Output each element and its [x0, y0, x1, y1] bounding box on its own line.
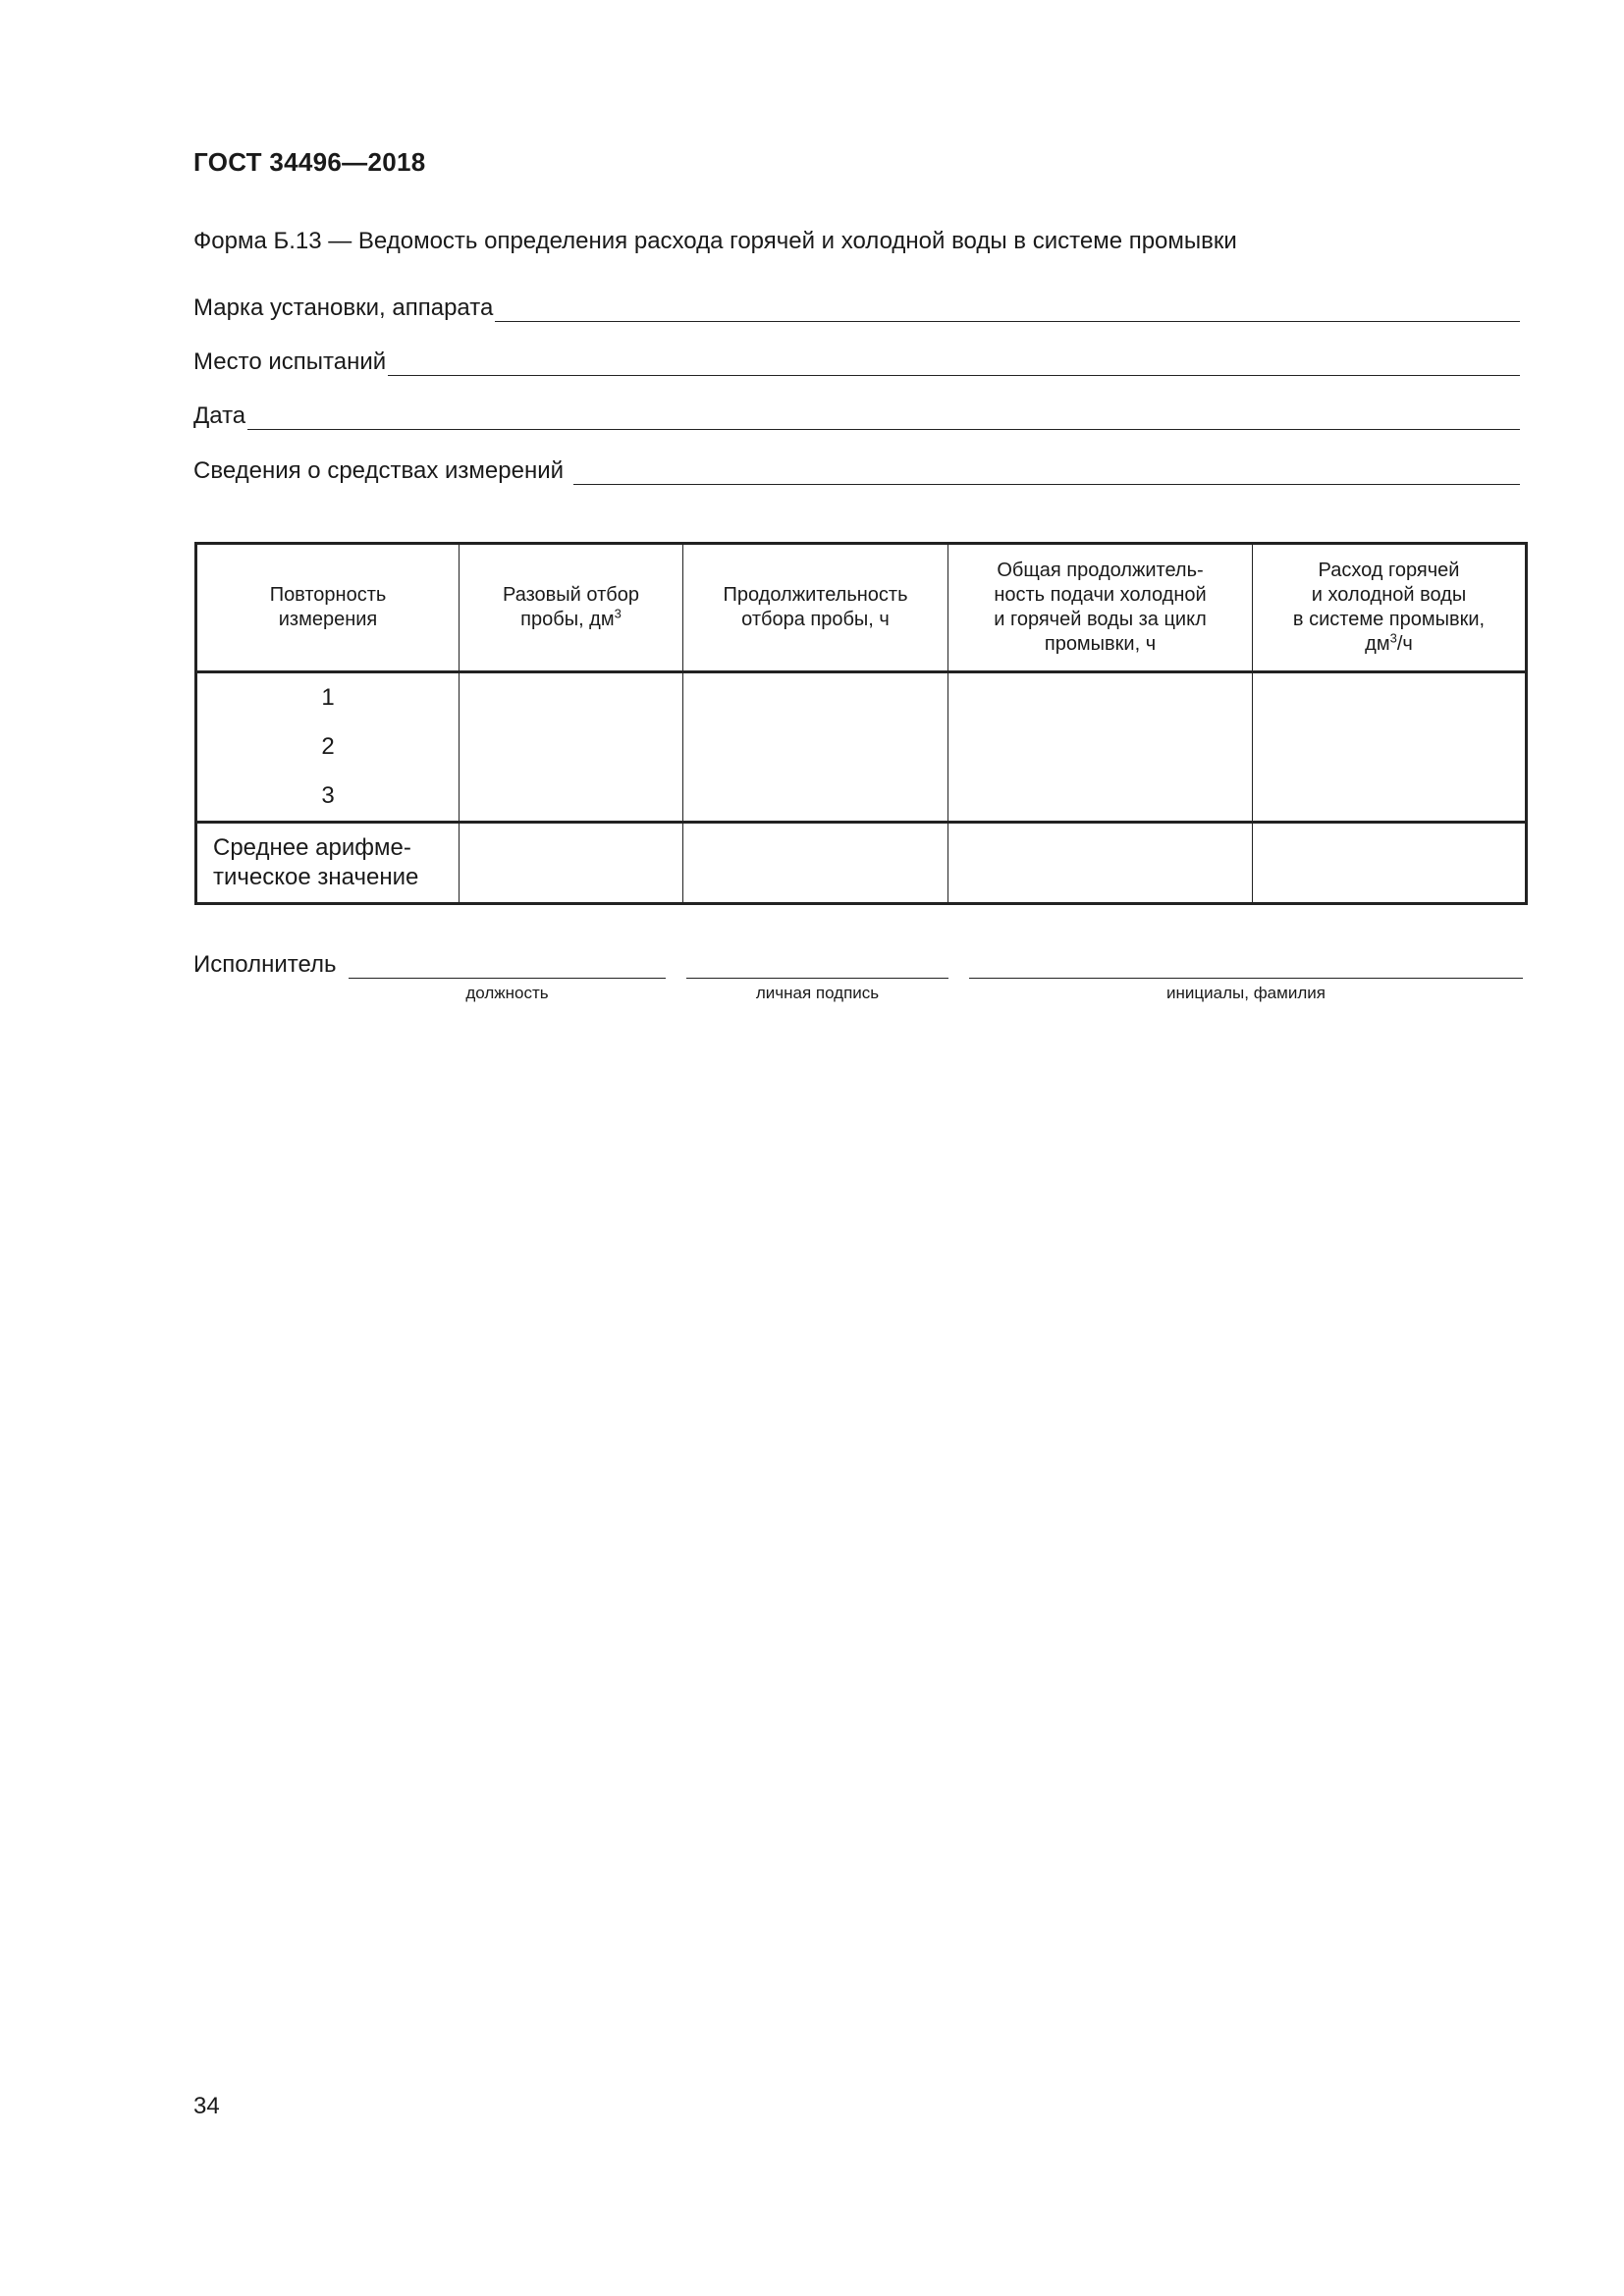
page-number: 34: [193, 2093, 220, 2119]
column-header-repetition: Повторность измерения: [196, 544, 460, 672]
signature-blank-line[interactable]: [686, 978, 948, 979]
name-blank-line[interactable]: [969, 978, 1523, 979]
position-blank-line[interactable]: [349, 978, 666, 979]
water-flow-input-cell[interactable]: [1253, 672, 1527, 823]
table-header-row: [196, 544, 1527, 672]
repetition-numbers-cell: [196, 672, 460, 823]
signature-label: Исполнитель: [193, 951, 337, 978]
field-blank-line[interactable]: [388, 347, 1520, 376]
average-label-cell: Среднее арифме- тическое значение: [196, 823, 460, 904]
field-label: Дата: [193, 402, 246, 429]
field-date[interactable]: [193, 395, 1520, 430]
field-measuring-instruments[interactable]: [193, 450, 1520, 485]
signature-block: [193, 950, 1525, 1009]
position-caption: должность: [465, 984, 549, 1002]
field-label: Марка установки, аппарата: [193, 294, 494, 321]
single-sample-input-cell[interactable]: [460, 672, 683, 823]
field-blank-line[interactable]: [247, 401, 1520, 430]
column-header-total-duration: Общая продолжитель- ность подачи холодной и горячей воды за цикл промывки, ч: [948, 544, 1253, 672]
average-water-flow-cell[interactable]: [1253, 823, 1527, 904]
field-equipment-brand[interactable]: [193, 287, 1520, 322]
measurement-table: [194, 542, 1528, 905]
field-blank-line[interactable]: [573, 456, 1520, 485]
field-label: Место испытаний: [193, 348, 387, 375]
column-header-single-sample: Разовый отбор пробы, $дм^3$: [460, 544, 683, 672]
signature-caption: личная подпись: [755, 984, 880, 1002]
total-duration-input-cell[interactable]: [948, 672, 1253, 823]
column-header-sampling-duration: Продолжительность отбора пробы, ч: [683, 544, 948, 672]
table-average-row: [196, 823, 1527, 904]
average-total-duration-cell[interactable]: [948, 823, 1253, 904]
repetition-number: 1: [321, 684, 335, 711]
table-row: [196, 672, 1527, 823]
average-single-sample-cell[interactable]: [460, 823, 683, 904]
name-caption: инициалы, фамилия: [1166, 984, 1326, 1002]
form-caption: Форма Б.13 — Ведомость определения расхода горячей и холодной воды в системе промывки: [193, 228, 1237, 254]
field-blank-line[interactable]: [495, 294, 1520, 322]
average-sampling-duration-cell[interactable]: [683, 823, 948, 904]
repetition-number: 2: [321, 733, 335, 760]
repetition-number: 3: [321, 782, 335, 809]
standard-title: ГОСТ 34496—2018: [193, 147, 426, 177]
field-label: Сведения о средствах измерений: [193, 457, 565, 484]
sampling-duration-input-cell[interactable]: [683, 672, 948, 823]
field-test-location[interactable]: [193, 341, 1520, 376]
column-header-water-flow: Расход горячей и холодной воды в системе промывки, $дм^3/ч$: [1253, 544, 1527, 672]
